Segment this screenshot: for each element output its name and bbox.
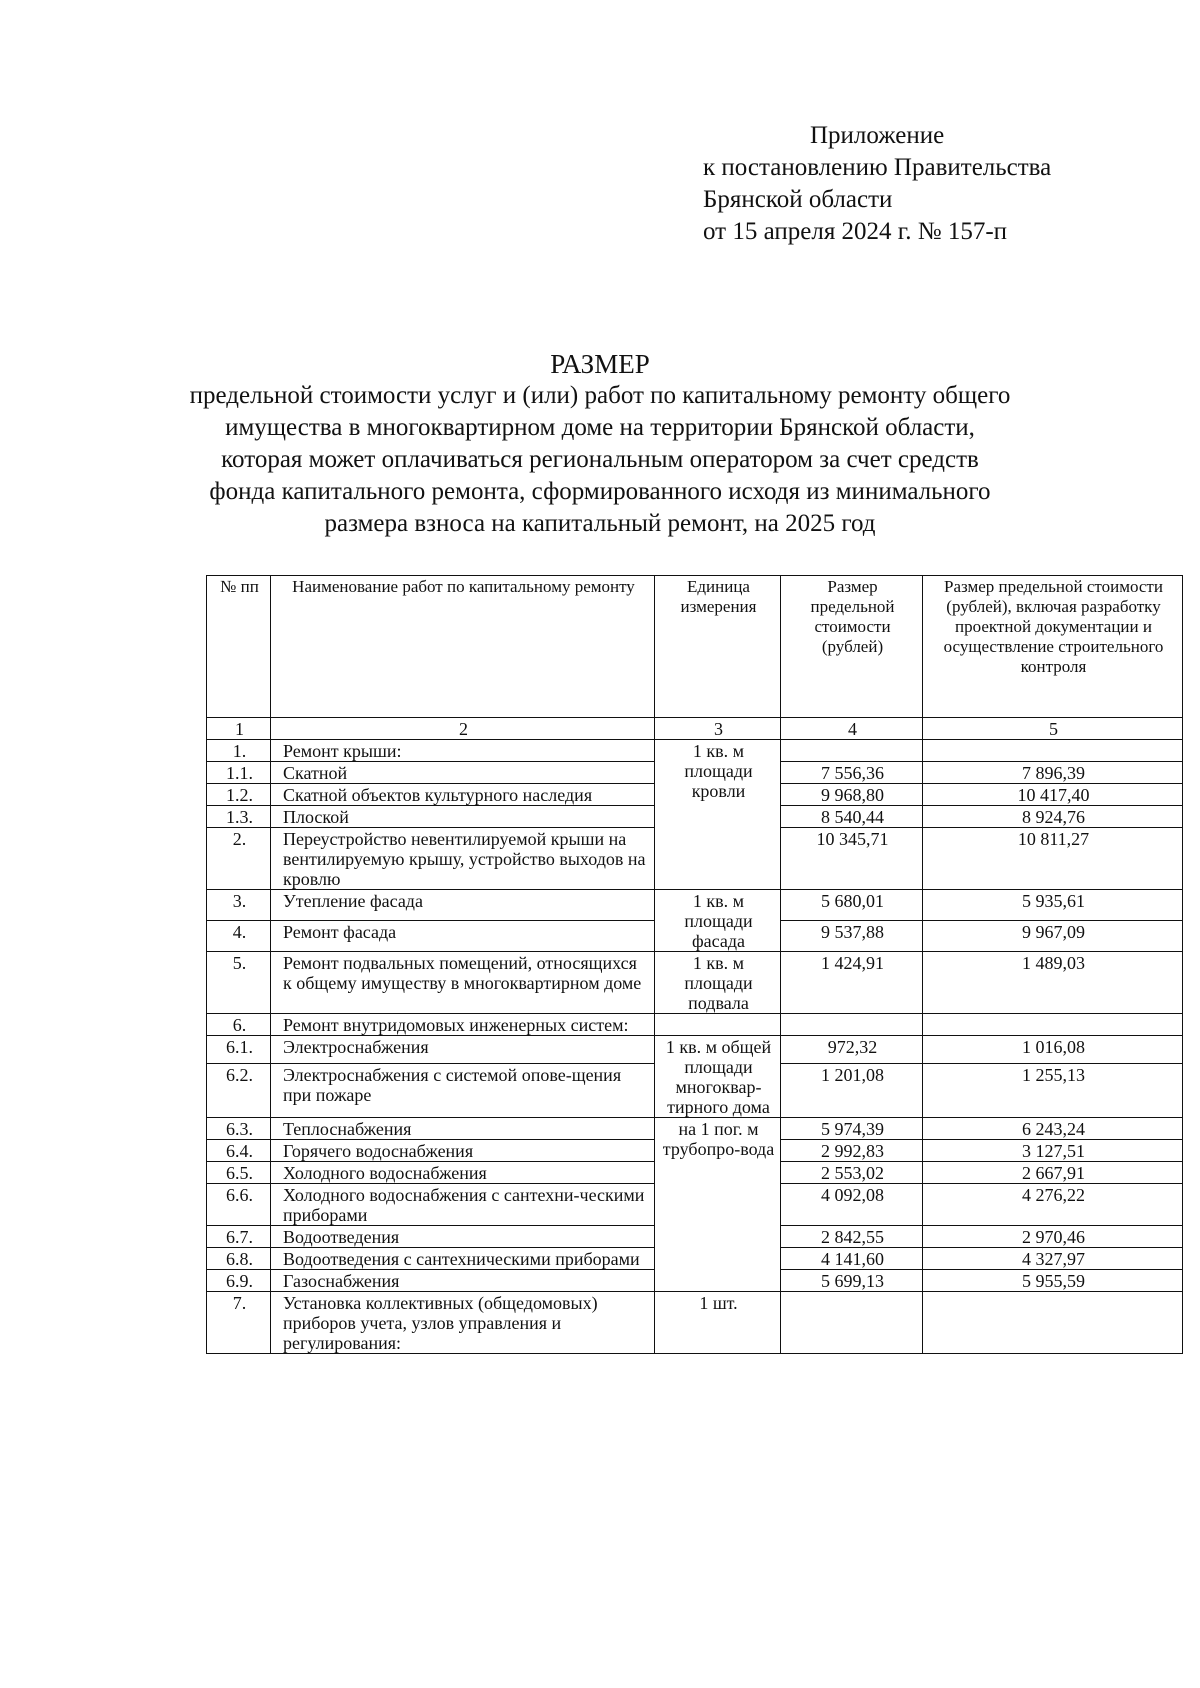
row-cost: 5 680,01 — [781, 890, 923, 921]
row-number: 6.8. — [207, 1248, 271, 1270]
column-index: 3 — [655, 718, 781, 740]
title-line-2: имущества в многоквартирном доме на территории Брянской области, — [225, 414, 975, 441]
row-number: 6.7. — [207, 1226, 271, 1248]
row-number: 6.3. — [207, 1118, 271, 1140]
row-cost: 972,32 — [781, 1036, 923, 1064]
row-unit: 1 кв. м общей площади многоквар-тирного дома — [655, 1036, 781, 1118]
table-row — [207, 952, 1183, 1014]
row-unit: 1 кв. м площади фасада — [655, 890, 781, 952]
row-cost-full: 10 417,40 — [923, 784, 1183, 806]
row-cost: 1 424,91 — [781, 952, 923, 1014]
row-number: 1.3. — [207, 806, 271, 828]
row-cost: 8 540,44 — [781, 806, 923, 828]
row-unit: 1 кв. м площади кровли — [655, 740, 781, 890]
row-name: Водоотведения с сантехническими приборами — [271, 1248, 655, 1270]
row-name: Водоотведения — [271, 1226, 655, 1248]
title-line-3: которая может оплачиваться региональным оператором за счет средств — [221, 446, 979, 473]
row-cost-full: 1 489,03 — [923, 952, 1183, 1014]
row-name: Плоской — [271, 806, 655, 828]
row-name: Скатной объектов культурного наследия — [271, 784, 655, 806]
row-name: Газоснабжения — [271, 1270, 655, 1292]
row-name: Электроснабжения — [271, 1036, 655, 1064]
row-number: 6.4. — [207, 1140, 271, 1162]
annex-line-2: к постановлению Правительства — [703, 154, 1052, 181]
table-header-row — [207, 576, 1183, 718]
document-title — [150, 348, 1050, 540]
row-name: Ремонт подвальных помещений, относящихся к общему имуществу в многоквартирном доме — [271, 952, 655, 1014]
title-line-5: размера взноса на капитальный ремонт, на 2025 год — [324, 510, 876, 537]
row-number: 6.5. — [207, 1162, 271, 1184]
row-name: Ремонт внутридомовых инженерных систем: — [271, 1014, 655, 1036]
row-number: 1.1. — [207, 762, 271, 784]
row-cost: 9 968,80 — [781, 784, 923, 806]
row-number: 6. — [207, 1014, 271, 1036]
row-name: Холодного водоснабжения — [271, 1162, 655, 1184]
row-number: 3. — [207, 890, 271, 921]
row-cost-full: 5 935,61 — [923, 890, 1183, 921]
row-cost-full: 1 016,08 — [923, 1036, 1183, 1064]
row-cost-full: 7 896,39 — [923, 762, 1183, 784]
table-row — [207, 1118, 1183, 1140]
row-cost-full: 9 967,09 — [923, 921, 1183, 952]
row-number: 6.9. — [207, 1270, 271, 1292]
row-cost: 5 974,39 — [781, 1118, 923, 1140]
row-cost-full — [923, 1014, 1183, 1036]
row-cost — [781, 1292, 923, 1354]
column-index: 2 — [271, 718, 655, 740]
column-index: 4 — [781, 718, 923, 740]
row-cost: 9 537,88 — [781, 921, 923, 952]
header-cost: Размер предельной стоимости (рублей) — [781, 576, 923, 718]
row-unit — [655, 1014, 781, 1036]
row-name: Холодного водоснабжения с сантехни-ческими приборами — [271, 1184, 655, 1226]
header-unit: Единица измерения — [655, 576, 781, 718]
row-cost-full: 1 255,13 — [923, 1064, 1183, 1118]
column-index: 1 — [207, 718, 271, 740]
header-cost-full: Размер предельной стоимости (рублей), включая разработку проектной документации и осуществление строительного контроля — [923, 576, 1183, 718]
row-cost: 2 992,83 — [781, 1140, 923, 1162]
row-cost: 2 842,55 — [781, 1226, 923, 1248]
row-name: Утепление фасада — [271, 890, 655, 921]
row-number: 6.6. — [207, 1184, 271, 1226]
header-name: Наименование работ по капитальному ремонту — [271, 576, 655, 718]
row-cost: 5 699,13 — [781, 1270, 923, 1292]
row-number: 1. — [207, 740, 271, 762]
column-index-row — [207, 718, 1183, 740]
row-cost-full: 2 667,91 — [923, 1162, 1183, 1184]
row-name: Электроснабжения с системой опове-щения при пожаре — [271, 1064, 655, 1118]
title-heading: РАЗМЕР — [550, 349, 650, 379]
table-row — [207, 1014, 1183, 1036]
row-cost-full: 10 811,27 — [923, 828, 1183, 890]
table-row — [207, 740, 1183, 762]
row-cost-full: 8 924,76 — [923, 806, 1183, 828]
row-cost-full: 5 955,59 — [923, 1270, 1183, 1292]
row-cost: 2 553,02 — [781, 1162, 923, 1184]
table-row — [207, 1292, 1183, 1354]
row-cost: 7 556,36 — [781, 762, 923, 784]
row-name: Скатной — [271, 762, 655, 784]
row-number: 6.1. — [207, 1036, 271, 1064]
annex-line-1: Приложение — [810, 122, 945, 149]
title-line-1: предельной стоимости услуг и (или) работ по капитальному ремонту общего — [189, 382, 1011, 409]
row-unit: 1 шт. — [655, 1292, 781, 1354]
row-cost — [781, 1014, 923, 1036]
column-index: 5 — [923, 718, 1183, 740]
annex-line-4: от 15 апреля 2024 г. № 157-п — [703, 218, 1008, 245]
row-name: Переустройство невентилируемой крыши на вентилируемую крышу, устройство выходов на кровлю — [271, 828, 655, 890]
row-cost-full: 4 276,22 — [923, 1184, 1183, 1226]
row-cost-full: 3 127,51 — [923, 1140, 1183, 1162]
row-cost-full: 6 243,24 — [923, 1118, 1183, 1140]
row-number: 6.2. — [207, 1064, 271, 1118]
row-cost: 4 092,08 — [781, 1184, 923, 1226]
header-num: № пп — [207, 576, 271, 718]
row-number: 2. — [207, 828, 271, 890]
row-number: 7. — [207, 1292, 271, 1354]
row-name: Горячего водоснабжения — [271, 1140, 655, 1162]
table-row — [207, 890, 1183, 921]
row-cost-full: 4 327,97 — [923, 1248, 1183, 1270]
title-line-4: фонда капитального ремонта, сформированного исходя из минимального — [209, 478, 991, 505]
row-name: Теплоснабжения — [271, 1118, 655, 1140]
row-number: 1.2. — [207, 784, 271, 806]
cost-table — [206, 575, 1183, 1354]
row-cost: 4 141,60 — [781, 1248, 923, 1270]
annex-block — [703, 120, 1051, 248]
row-number: 4. — [207, 921, 271, 952]
row-cost: 1 201,08 — [781, 1064, 923, 1118]
row-cost: 10 345,71 — [781, 828, 923, 890]
row-name: Ремонт фасада — [271, 921, 655, 952]
row-unit: 1 кв. м площади подвала — [655, 952, 781, 1014]
row-cost-full: 2 970,46 — [923, 1226, 1183, 1248]
row-cost-full — [923, 1292, 1183, 1354]
row-number: 5. — [207, 952, 271, 1014]
row-cost-full — [923, 740, 1183, 762]
row-cost — [781, 740, 923, 762]
row-unit: на 1 пог. м трубопро-вода — [655, 1118, 781, 1292]
row-name: Установка коллективных (общедомовых) приборов учета, узлов управления и регулирования: — [271, 1292, 655, 1354]
table-row — [207, 1036, 1183, 1064]
row-name: Ремонт крыши: — [271, 740, 655, 762]
annex-line-3: Брянской области — [703, 186, 893, 213]
